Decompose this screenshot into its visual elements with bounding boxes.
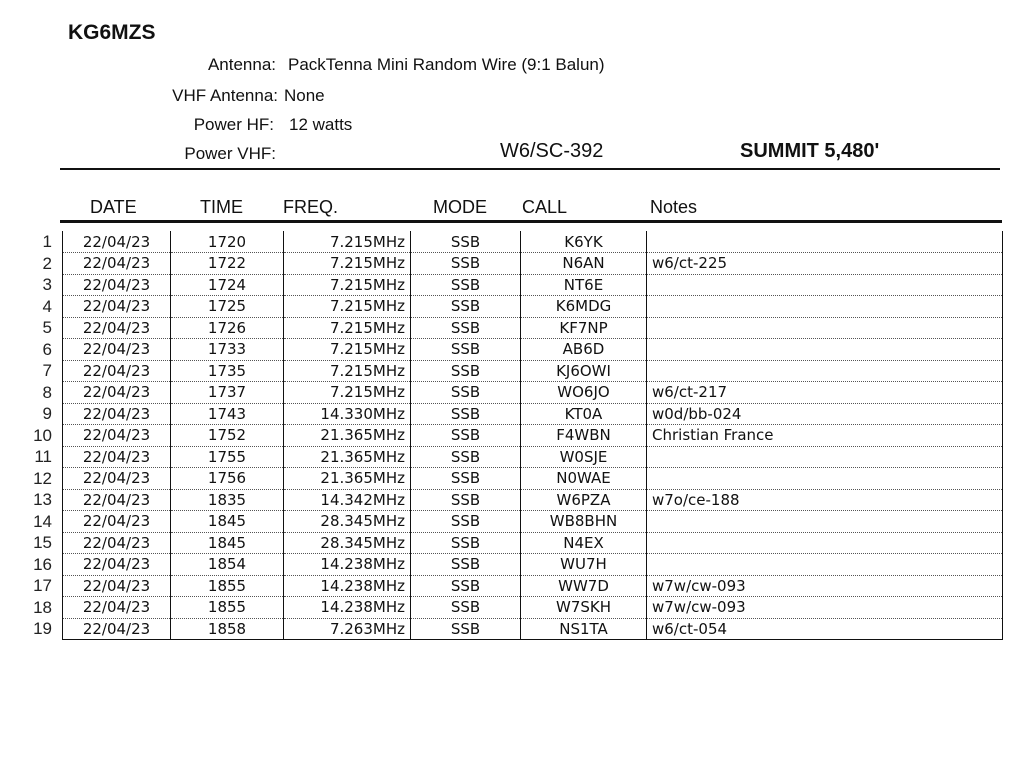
cell-notes [647, 231, 1003, 253]
cell-call: N6AN [521, 253, 647, 275]
cell-time: 1735 [171, 360, 284, 382]
cell-mode: SSB [411, 554, 521, 576]
row-number: 10 [33, 425, 52, 445]
table-row [63, 425, 1003, 447]
cell-freq: 14.238MHz [284, 575, 411, 597]
power-hf-row [0, 115, 1024, 137]
cell-call: WW7D [521, 575, 647, 597]
cell-date: 22/04/23 [63, 532, 171, 554]
cell-date: 22/04/23 [63, 317, 171, 339]
cell-mode: SSB [411, 511, 521, 533]
column-header-rule [60, 220, 1002, 223]
cell-call: NT6E [521, 274, 647, 296]
cell-call: W0SJE [521, 446, 647, 468]
cell-time: 1855 [171, 575, 284, 597]
cell-time: 1835 [171, 489, 284, 511]
cell-notes [647, 554, 1003, 576]
row-number: 8 [42, 382, 52, 402]
cell-mode: SSB [411, 339, 521, 361]
cell-freq: 14.238MHz [284, 597, 411, 619]
cell-date: 22/04/23 [63, 360, 171, 382]
cell-freq: 7.215MHz [284, 253, 411, 275]
cell-notes [647, 511, 1003, 533]
cell-freq: 14.238MHz [284, 554, 411, 576]
table-row [63, 575, 1003, 597]
cell-freq: 7.263MHz [284, 618, 411, 640]
table-row [63, 468, 1003, 490]
row-number: 15 [33, 533, 52, 552]
cell-time: 1854 [171, 554, 284, 576]
cell-call: WO6JO [521, 382, 647, 404]
cell-call: K6MDG [521, 296, 647, 318]
table-row [63, 511, 1003, 533]
cell-call: N4EX [521, 532, 647, 554]
cell-date: 22/04/23 [63, 446, 171, 468]
row-number: 6 [42, 339, 52, 359]
cell-mode: SSB [411, 618, 521, 640]
cell-freq: 28.345MHz [284, 532, 411, 554]
header-divider [60, 168, 1000, 170]
cell-notes: w6/ct-054 [647, 618, 1003, 640]
cell-date: 22/04/23 [63, 511, 171, 533]
vhf-antenna-value: None [284, 86, 325, 105]
summit-altitude: SUMMIT 5,480' [740, 140, 880, 162]
cell-time: 1720 [171, 231, 284, 253]
col-header-call: CALL [522, 197, 568, 217]
row-number: 17 [33, 576, 52, 595]
cell-call: KF7NP [521, 317, 647, 339]
cell-notes [647, 532, 1003, 554]
cell-mode: SSB [411, 575, 521, 597]
cell-date: 22/04/23 [63, 339, 171, 361]
cell-mode: SSB [411, 403, 521, 425]
antenna-label: Antenna: [207, 55, 276, 74]
cell-call: KJ6OWI [521, 360, 647, 382]
qso-log-table [62, 231, 1003, 640]
row-number: 3 [42, 275, 52, 294]
cell-notes: w6/ct-225 [647, 253, 1003, 275]
row-number: 9 [42, 404, 52, 423]
cell-call: W7SKH [521, 597, 647, 619]
table-row [63, 360, 1003, 382]
cell-mode: SSB [411, 468, 521, 490]
cell-time: 1845 [171, 532, 284, 554]
cell-date: 22/04/23 [63, 403, 171, 425]
cell-freq: 7.215MHz [284, 296, 411, 318]
cell-mode: SSB [411, 231, 521, 253]
cell-time: 1756 [171, 468, 284, 490]
row-number: 5 [42, 318, 52, 337]
row-number: 13 [33, 490, 52, 509]
cell-call: N0WAE [521, 468, 647, 490]
cell-notes: w6/ct-217 [647, 382, 1003, 404]
row-number: 12 [33, 468, 52, 488]
summit-reference: W6/SC-392 [500, 140, 604, 162]
cell-date: 22/04/23 [63, 382, 171, 404]
cell-date: 22/04/23 [63, 618, 171, 640]
cell-call: WB8BHN [521, 511, 647, 533]
table-row [63, 446, 1003, 468]
vhf-antenna-label: VHF Antenna: [172, 86, 278, 105]
cell-freq: 14.342MHz [284, 489, 411, 511]
cell-notes [647, 317, 1003, 339]
cell-freq: 7.215MHz [284, 382, 411, 404]
row-number: 7 [42, 361, 52, 380]
table-row [63, 382, 1003, 404]
cell-freq: 7.215MHz [284, 317, 411, 339]
cell-mode: SSB [411, 532, 521, 554]
cell-time: 1722 [171, 253, 284, 275]
cell-time: 1726 [171, 317, 284, 339]
cell-call: WU7H [521, 554, 647, 576]
operator-callsign: KG6MZS [68, 21, 156, 44]
cell-notes [647, 274, 1003, 296]
table-row [63, 274, 1003, 296]
cell-time: 1724 [171, 274, 284, 296]
cell-time: 1858 [171, 618, 284, 640]
cell-time: 1845 [171, 511, 284, 533]
table-row [63, 339, 1003, 361]
cell-freq: 21.365MHz [284, 468, 411, 490]
cell-date: 22/04/23 [63, 597, 171, 619]
cell-date: 22/04/23 [63, 425, 171, 447]
cell-freq: 7.215MHz [284, 360, 411, 382]
table-row [63, 618, 1003, 640]
cell-time: 1725 [171, 296, 284, 318]
row-number: 19 [33, 619, 52, 638]
power-hf-label: Power HF: [193, 115, 274, 134]
cell-mode: SSB [411, 253, 521, 275]
col-header-date: DATE [90, 197, 137, 217]
cell-call: AB6D [521, 339, 647, 361]
row-number: 4 [42, 296, 52, 316]
cell-notes [647, 296, 1003, 318]
cell-freq: 28.345MHz [284, 511, 411, 533]
cell-date: 22/04/23 [63, 554, 171, 576]
cell-notes [647, 339, 1003, 361]
cell-freq: 7.215MHz [284, 339, 411, 361]
cell-notes: w0d/bb-024 [647, 403, 1003, 425]
cell-mode: SSB [411, 425, 521, 447]
table-row [63, 403, 1003, 425]
cell-time: 1733 [171, 339, 284, 361]
table-row [63, 597, 1003, 619]
row-number: 16 [33, 554, 52, 574]
row-number: 18 [33, 597, 52, 617]
cell-freq: 7.215MHz [284, 231, 411, 253]
cell-call: NS1TA [521, 618, 647, 640]
col-header-mode: MODE [433, 197, 487, 217]
row-number: 11 [34, 447, 52, 466]
antenna-row [0, 55, 1024, 77]
cell-freq: 7.215MHz [284, 274, 411, 296]
table-row [63, 296, 1003, 318]
power-hf-value: 12 watts [289, 115, 353, 134]
cell-call: W6PZA [521, 489, 647, 511]
power-vhf-label: Power VHF: [184, 144, 276, 163]
row-number: 14 [33, 511, 52, 531]
table-row [63, 253, 1003, 275]
vhf-antenna-row [0, 86, 1024, 108]
table-row [63, 532, 1003, 554]
cell-mode: SSB [411, 317, 521, 339]
cell-date: 22/04/23 [63, 274, 171, 296]
table-row [63, 231, 1003, 253]
cell-call: K6YK [521, 231, 647, 253]
cell-date: 22/04/23 [63, 253, 171, 275]
cell-notes: w7w/cw-093 [647, 597, 1003, 619]
cell-mode: SSB [411, 360, 521, 382]
cell-time: 1755 [171, 446, 284, 468]
row-number: 2 [42, 253, 52, 273]
col-header-time: TIME [200, 197, 243, 217]
cell-date: 22/04/23 [63, 231, 171, 253]
cell-mode: SSB [411, 597, 521, 619]
cell-time: 1743 [171, 403, 284, 425]
cell-date: 22/04/23 [63, 489, 171, 511]
cell-notes [647, 468, 1003, 490]
col-header-notes: Notes [650, 197, 698, 217]
cell-mode: SSB [411, 489, 521, 511]
table-row [63, 489, 1003, 511]
cell-mode: SSB [411, 296, 521, 318]
cell-date: 22/04/23 [63, 575, 171, 597]
cell-mode: SSB [411, 274, 521, 296]
cell-time: 1855 [171, 597, 284, 619]
cell-notes [647, 360, 1003, 382]
table-row [63, 554, 1003, 576]
cell-notes: w7w/cw-093 [647, 575, 1003, 597]
cell-notes: w7o/ce-188 [647, 489, 1003, 511]
table-row [63, 317, 1003, 339]
cell-freq: 21.365MHz [284, 425, 411, 447]
antenna-value: PackTenna Mini Random Wire (9:1 Balun) [288, 55, 605, 74]
cell-mode: SSB [411, 446, 521, 468]
cell-date: 22/04/23 [63, 296, 171, 318]
cell-freq: 21.365MHz [284, 446, 411, 468]
cell-mode: SSB [411, 382, 521, 404]
cell-freq: 14.330MHz [284, 403, 411, 425]
cell-notes: Christian France [647, 425, 1003, 447]
cell-time: 1737 [171, 382, 284, 404]
cell-notes [647, 446, 1003, 468]
cell-date: 22/04/23 [63, 468, 171, 490]
cell-call: KT0A [521, 403, 647, 425]
cell-call: F4WBN [521, 425, 647, 447]
row-number: 1 [42, 232, 52, 251]
col-header-freq: FREQ. [283, 197, 339, 217]
cell-time: 1752 [171, 425, 284, 447]
